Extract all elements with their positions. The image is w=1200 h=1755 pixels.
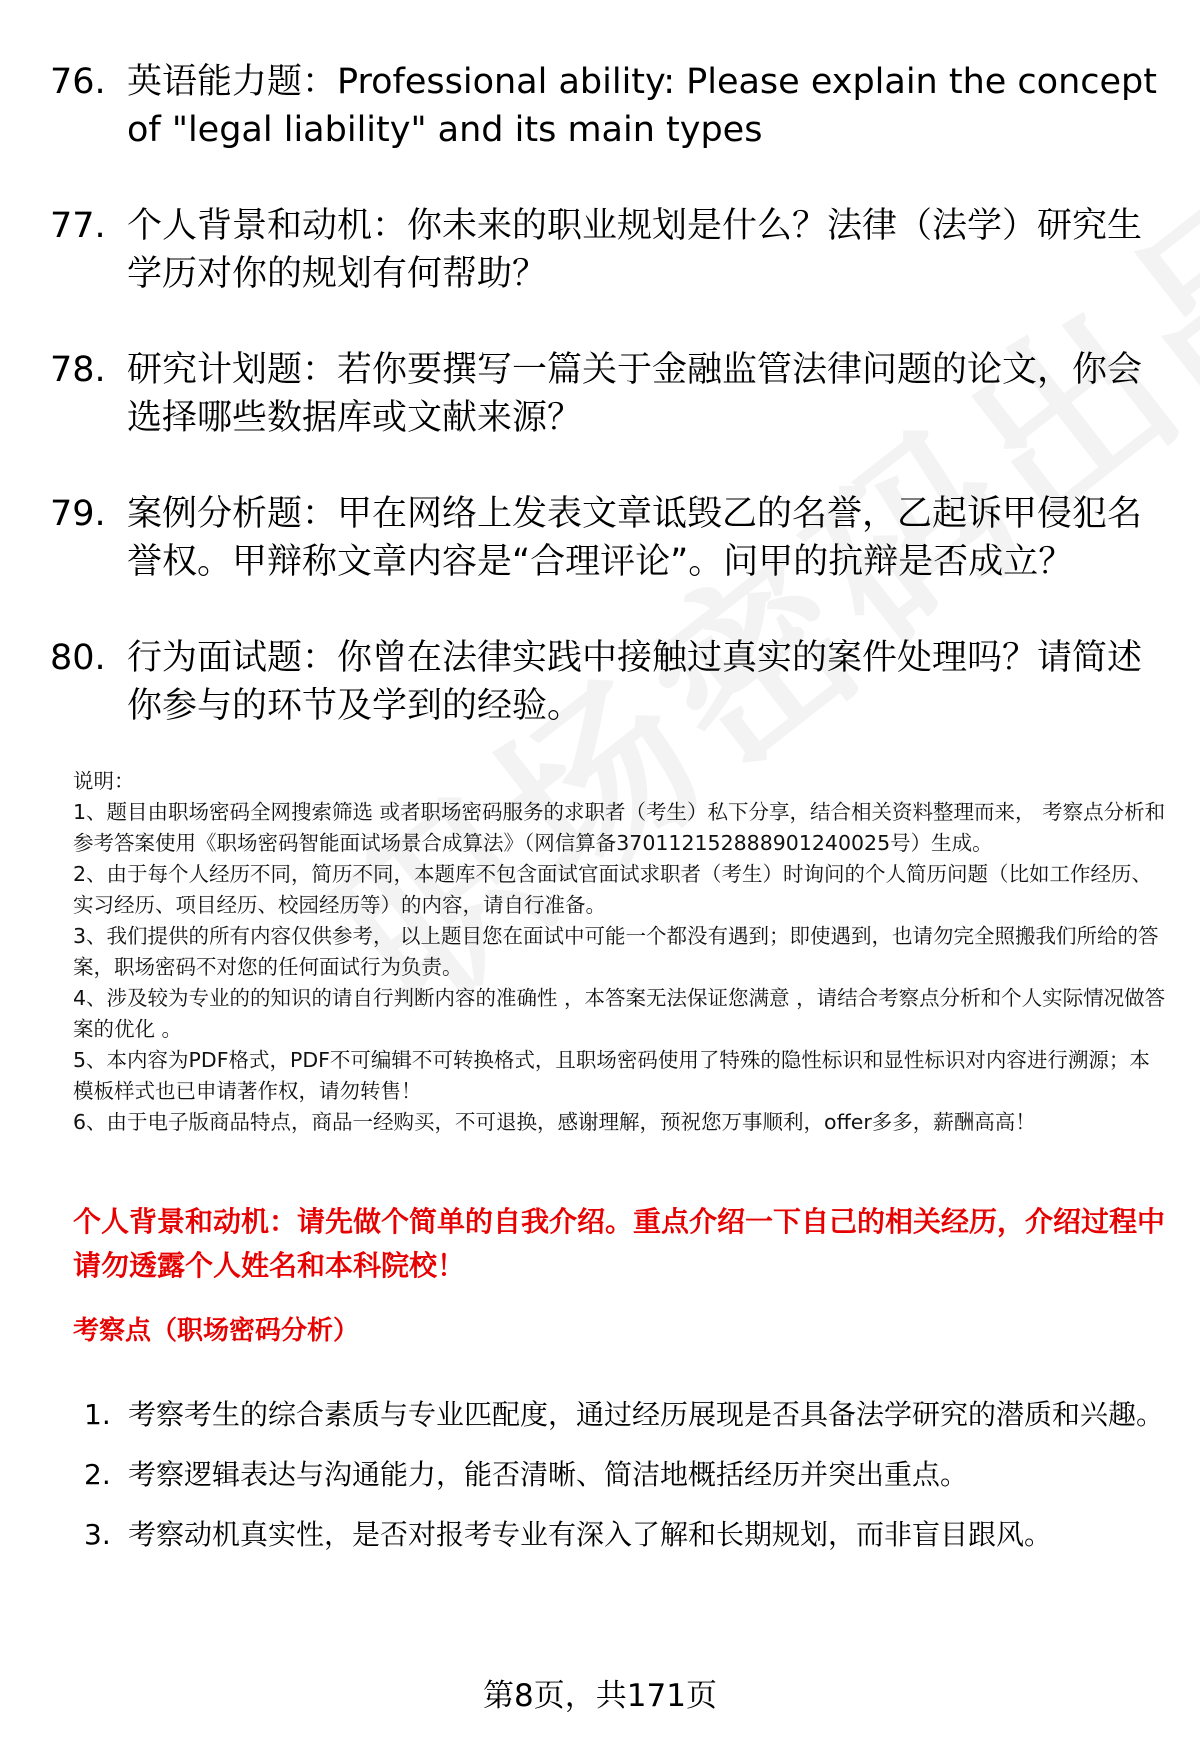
notes-title: 说明： <box>73 769 135 793</box>
analysis-subheading: 考察点（职场密码分析） <box>73 1316 360 1346</box>
question-text: 个人背景和动机：你未来的职业规划是什么？法律（法学）研究生学历对你的规划有何帮助？ <box>127 206 1143 294</box>
notes-item: 4、涉及较为专业的的知识的请自行判断内容的准确性 ，本答案无法保证您满意 ，请结合考察点分析和个人实际情况做答案的优化 。 <box>73 986 1166 1041</box>
point-text: 考察逻辑表达与沟通能力，能否清晰、简洁地概括经历并突出重点。 <box>128 1458 969 1491</box>
question-number: 78. <box>50 350 106 390</box>
analysis-point <box>84 1505 1164 1565</box>
question-item <box>50 58 1160 154</box>
page-footer: 第8页，共171页 <box>483 1678 717 1714</box>
question-text: 研究计划题：若你要撰写一篇关于金融监管法律问题的论文，你会选择哪些数据库或文献来源？ <box>127 350 1143 438</box>
notes-item: 5、本内容为PDF格式，PDF不可编辑不可转换格式，且职场密码使用了特殊的隐性标识和显性标识对内容进行溯源；本模板样式也已申请著作权，请勿转售！ <box>73 1048 1150 1103</box>
analysis-point <box>84 1445 1164 1505</box>
question-text: 英语能力题：Professional ability: Please explain the concept of "legal liability" and its main types <box>127 62 1157 150</box>
question-item <box>50 202 1160 298</box>
question-item <box>50 634 1160 730</box>
notes-item: 3、我们提供的所有内容仅供参考， 以上题目您在面试中可能一个都没有遇到；即使遇到，也请勿完全照搬我们所给的答案，职场密码不对您的任何面试行为负责。 <box>73 924 1159 979</box>
notes-item: 6、由于电子版商品特点，商品一经购买，不可退换，感谢理解，预祝您万事顺利，offer多多，薪酬高高！ <box>73 1110 1036 1134</box>
question-number: 76. <box>50 62 106 102</box>
question-number: 80. <box>50 638 106 678</box>
point-number: 1. <box>84 1398 111 1431</box>
point-number: 3. <box>84 1518 111 1551</box>
notes-item: 1、题目由职场密码全网搜索筛选 或者职场密码服务的求职者（考生）私下分享，结合相关资料整理而来， 考察点分析和参考答案使用《职场密码智能面试场景合成算法》（网信算备370112152888901240025号）生成。 <box>73 800 1166 855</box>
question-list <box>50 58 1160 778</box>
analysis-point <box>84 1385 1164 1445</box>
disclaimer-notes <box>73 766 1168 1138</box>
question-text: 行为面试题：你曾在法律实践中接触过真实的案件处理吗？请简述你参与的环节及学到的经验。 <box>127 638 1143 726</box>
notes-item: 2、由于每个人经历不同，简历不同，本题库不包含面试官面试求职者（考生）时询问的个人简历问题（比如工作经历、实习经历、项目经历、校园经历等）的内容，请自行准备。 <box>73 862 1153 917</box>
question-number: 79. <box>50 494 106 534</box>
point-text: 考察考生的综合素质与专业匹配度，通过经历展现是否具备法学研究的潜质和兴趣。 <box>128 1398 1165 1431</box>
highlight-question-heading: 个人背景和动机：请先做个简单的自我介绍。重点介绍一下自己的相关经历，介绍过程中请勿透露个人姓名和本科院校！ <box>73 1205 1166 1282</box>
point-text: 考察动机真实性，是否对报考专业有深入了解和长期规划，而非盲目跟风。 <box>128 1518 1053 1551</box>
analysis-point-list <box>84 1385 1164 1565</box>
question-item <box>50 346 1160 442</box>
question-number: 77. <box>50 206 106 246</box>
question-text: 案例分析题：甲在网络上发表文章诋毁乙的名誉，乙起诉甲侵犯名誉权。甲辩称文章内容是“合理评论”。问甲的抗辩是否成立？ <box>127 494 1143 582</box>
point-number: 2. <box>84 1458 111 1491</box>
question-item <box>50 490 1160 586</box>
